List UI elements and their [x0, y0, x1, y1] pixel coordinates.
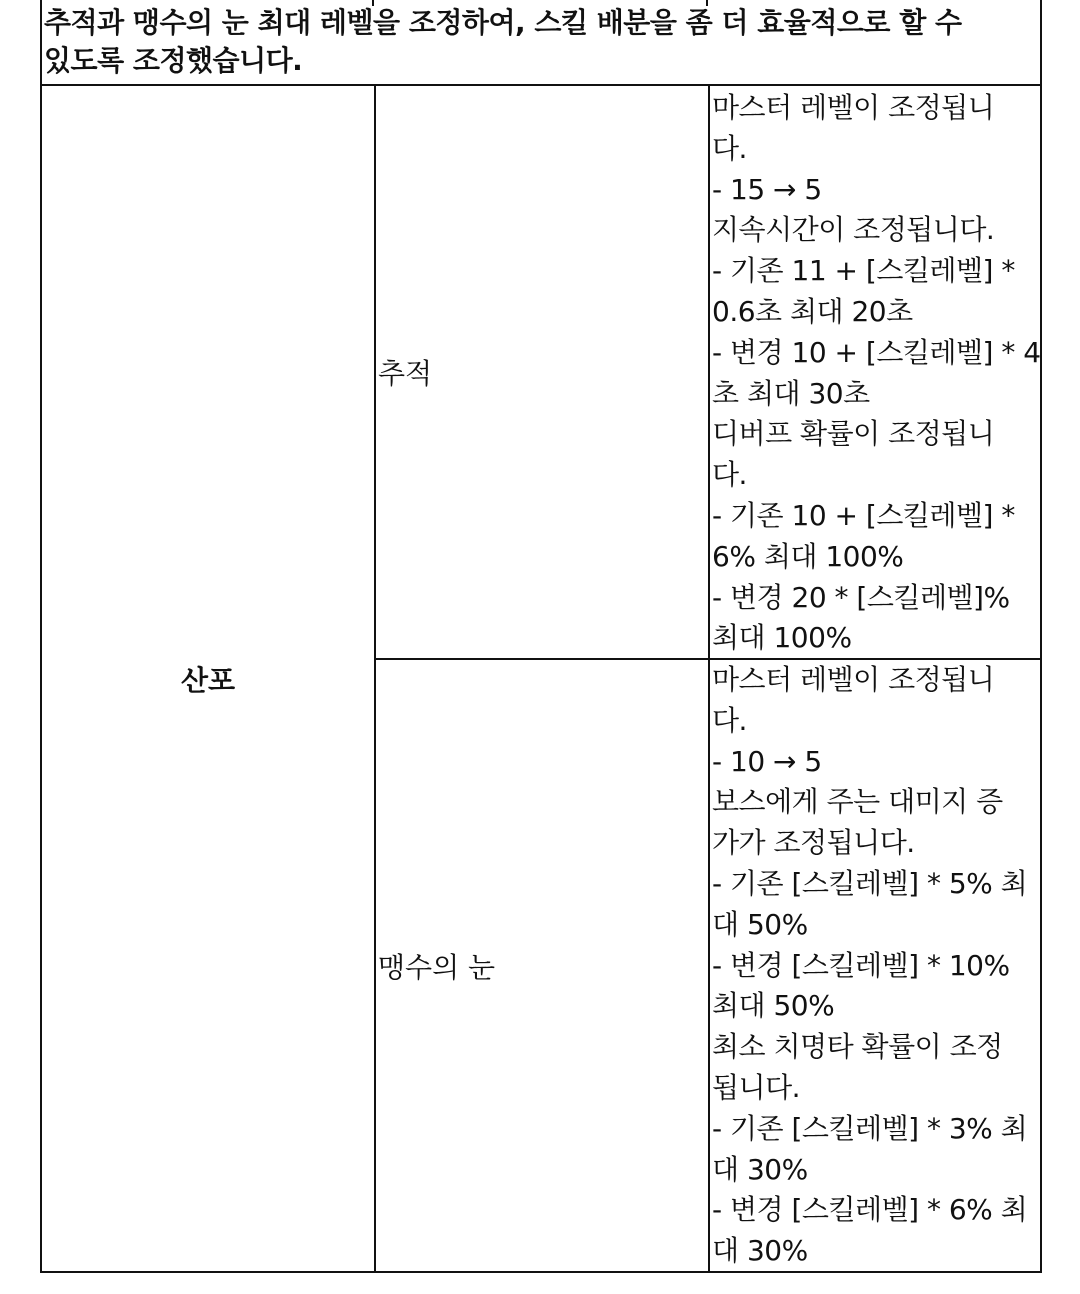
detail-line: 최대 50%: [712, 989, 835, 1023]
detail-line: - 기존 11 + [스킬레벨] *: [712, 254, 1015, 288]
detail-line: 대 50%: [712, 907, 808, 941]
detail-line: 최대 100%: [712, 621, 852, 655]
detail-line: 됩니다.: [712, 1070, 801, 1104]
detail-line: - 기존 10 + [스킬레벨] *: [712, 498, 1015, 532]
detail-line: - 기존 [스킬레벨] * 3% 최: [712, 1111, 1028, 1145]
detail-line: - 15 → 5: [712, 172, 822, 206]
skill-name: 추적: [378, 357, 433, 390]
skill-name: 맹수의 눈: [378, 950, 496, 984]
detail-line: 최소 치명타 확률이 조정: [712, 1030, 1003, 1064]
detail-line: 대 30%: [712, 1152, 808, 1186]
detail-line: - 변경 20 * [스킬레벨]%: [712, 580, 1010, 614]
table-header-row: [42, 0, 1040, 86]
detail-line: 마스터 레벨이 조정됩니: [712, 91, 995, 124]
category-cell: [42, 86, 374, 1271]
detail-line: 0.6초 최대 20초: [712, 294, 913, 328]
skill-name-cell: [376, 86, 708, 658]
header-line-1: 추적과 맹수의 눈 최대 레벨을 조정하여, 스킬 배분을 좀 더 효율적으로 할 수: [44, 6, 962, 39]
patch-notes-table: [40, 0, 1042, 1273]
skill-detail-cell: [710, 660, 1040, 1271]
header-line-2: 있도록 조정했습니다.: [44, 44, 303, 77]
detail-line: 6% 최대 100%: [712, 539, 904, 573]
detail-line: 다.: [712, 131, 747, 165]
detail-line: - 기존 [스킬레벨] * 5% 최: [712, 866, 1028, 900]
detail-line: 가가 조정됩니다.: [712, 826, 915, 860]
detail-line: 초 최대 30초: [712, 376, 870, 410]
detail-line: - 10 → 5: [712, 744, 822, 778]
detail-line: 보스에게 주는 대미지 증: [712, 785, 1003, 819]
detail-line: 디버프 확률이 조정됩니: [712, 417, 995, 451]
detail-line: 대 30%: [712, 1234, 808, 1268]
skill-name-cell: [376, 660, 708, 1271]
detail-line: - 변경 [스킬레벨] * 6% 최: [712, 1193, 1028, 1227]
detail-line: 지속시간이 조정됩니다.: [712, 213, 995, 247]
detail-line: 마스터 레벨이 조정됩니: [712, 663, 995, 696]
skill-detail-cell: [710, 88, 1040, 658]
detail-line: - 변경 [스킬레벨] * 10%: [712, 948, 1010, 982]
detail-line: - 변경 10 + [스킬레벨] * 4: [712, 335, 1041, 369]
category-label: 산포: [180, 663, 236, 697]
detail-line: 다.: [712, 458, 747, 492]
detail-line: 다.: [712, 703, 747, 737]
